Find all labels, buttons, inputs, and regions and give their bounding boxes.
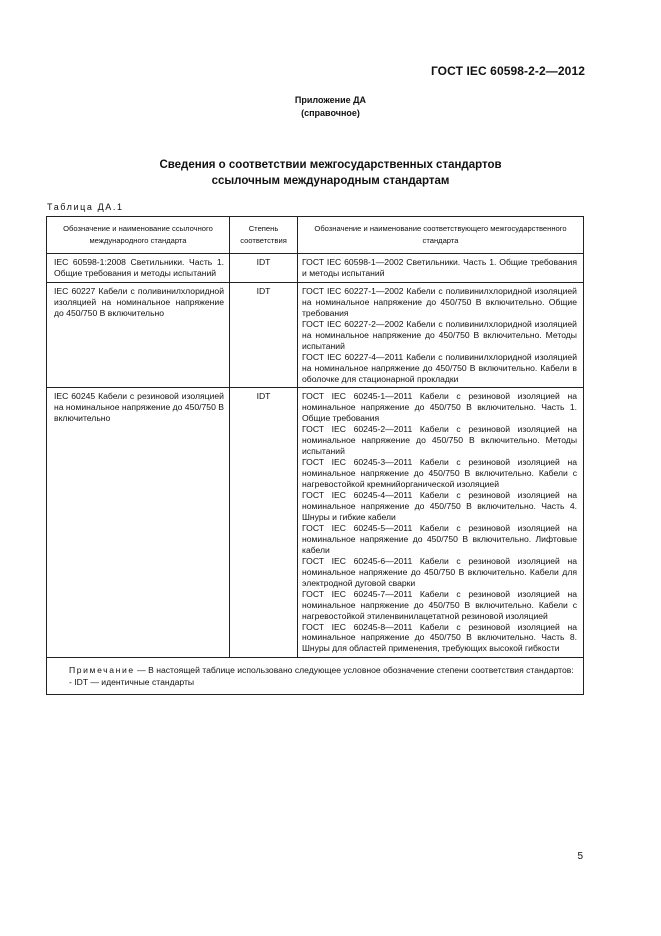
- degree-of-correspondence: IDT: [230, 282, 298, 388]
- interstate-standard-entry: ГОСТ IEC 60245-8—2011 Кабели с резиновой изоляцией на номинальное напряжение до 450/750 В включительно. Часть 8. Шнуры для областей применения, требующих высокой гибкости: [302, 621, 577, 654]
- section-title: [0, 157, 661, 189]
- correspondence-table: [46, 216, 584, 695]
- note-body: — В настоящей таблице использовано следующее условное обозначение степени соответствия стандартов:: [134, 665, 574, 676]
- appendix-title: Приложение ДА: [294, 95, 367, 105]
- appendix-subtitle: (справочное): [301, 108, 360, 118]
- interstate-standard-entry: ГОСТ IEC 60245-1—2011 Кабели с резиновой изоляцией на номинальное напряжение до 450/750 В включительно. Часть 1. Общие требования: [302, 391, 577, 424]
- interstate-standards: [298, 282, 584, 388]
- section-title-line-1: Сведения о соответствии межгосударственных стандартов: [159, 159, 502, 171]
- table-caption: Таблица ДА.1: [47, 202, 124, 212]
- column-header-interstate: Обозначение и наименование соответствующего межгосударственного стандарта: [298, 217, 584, 254]
- note-item: - IDT — идентичные стандарты: [69, 677, 195, 688]
- document-code: ГОСТ IEC 60598-2-2—2012: [430, 64, 585, 78]
- international-standard: IEC 60245 Кабели с резиновой изоляцией на номинальное напряжение до 450/750 В включительно: [47, 388, 230, 658]
- column-header-degree: Степень соответствия: [230, 217, 298, 254]
- page-number: 5: [577, 851, 583, 862]
- column-header-international: Обозначение и наименование ссылочного международного стандарта: [47, 217, 230, 254]
- interstate-standards: [298, 254, 584, 283]
- interstate-standard-entry: ГОСТ IEC 60227-4—2011 Кабели с поливинилхлоридной изоляцией на номинальное напряжение до 450/750 В включительно. Кабели в оболочке для стационарной прокладки: [302, 351, 577, 384]
- interstate-standard-entry: ГОСТ IEC 60598-1—2002 Светильники. Часть 1. Общие требования и методы испытаний: [302, 257, 577, 278]
- interstate-standard-entry: ГОСТ IEC 60227-1—2002 Кабели с поливинилхлоридной изоляцией на номинальное напряжение до 450/750 В включительно. Общие требования: [302, 285, 577, 318]
- interstate-standard-entry: ГОСТ IEC 60227-2—2002 Кабели с поливинилхлоридной изоляцией на номинальное напряжение до 450/750 В включительно. Методы испытаний: [302, 318, 577, 351]
- table-note: [47, 658, 584, 695]
- table-row: [47, 388, 584, 658]
- table-row: [47, 254, 584, 283]
- interstate-standard-entry: ГОСТ IEC 60245-7—2011 Кабели с резиновой изоляцией на номинальное напряжение до 450/750 В включительно. Кабели с нагревостойкой этиленвинилацетатной резиновой изоляцией: [302, 588, 577, 621]
- interstate-standard-entry: ГОСТ IEC 60245-4—2011 Кабели с резиновой изоляцией на номинальное напряжение до 450/750 В включительно. Часть 4. Шнуры и гибкие кабели: [302, 490, 577, 522]
- table-row: [47, 282, 584, 388]
- interstate-standards: [298, 388, 584, 658]
- section-title-line-2: ссылочным международным стандартам: [211, 175, 450, 187]
- degree-of-correspondence: IDT: [230, 388, 298, 658]
- international-standard: IEC 60598-1:2008 Светильники. Часть 1. Общие требования и методы испытаний: [47, 254, 230, 283]
- interstate-standard-entry: ГОСТ IEC 60245-6—2011 Кабели с резиновой изоляцией на номинальное напряжение до 450/750 В включительно. Кабели для электродной дуговой сварки: [302, 555, 577, 588]
- interstate-standard-entry: ГОСТ IEC 60245-5—2011 Кабели с резиновой изоляцией на номинальное напряжение до 450/750 В включительно. Лифтовые кабели: [302, 522, 577, 555]
- degree-of-correspondence: IDT: [230, 254, 298, 283]
- table-note-row: [47, 658, 584, 695]
- interstate-standard-entry: ГОСТ IEC 60245-2—2011 Кабели с резиновой изоляцией на номинальное напряжение до 450/750 В включительно. Методы испытаний: [302, 424, 577, 457]
- note-label: Примечание: [69, 665, 135, 676]
- international-standard: IEC 60227 Кабели с поливинилхлоридной изоляцией на номинальное напряжение до 450/750 В включительно: [47, 282, 230, 388]
- interstate-standard-entry: ГОСТ IEC 60245-3—2011 Кабели с резиновой изоляцией на номинальное напряжение до 450/750 В включительно. Кабели с нагревостойкой кремнийорганической изоляцией: [302, 457, 577, 490]
- appendix-heading: [0, 94, 661, 120]
- table-header-row: [47, 217, 584, 254]
- note-text: [69, 664, 577, 676]
